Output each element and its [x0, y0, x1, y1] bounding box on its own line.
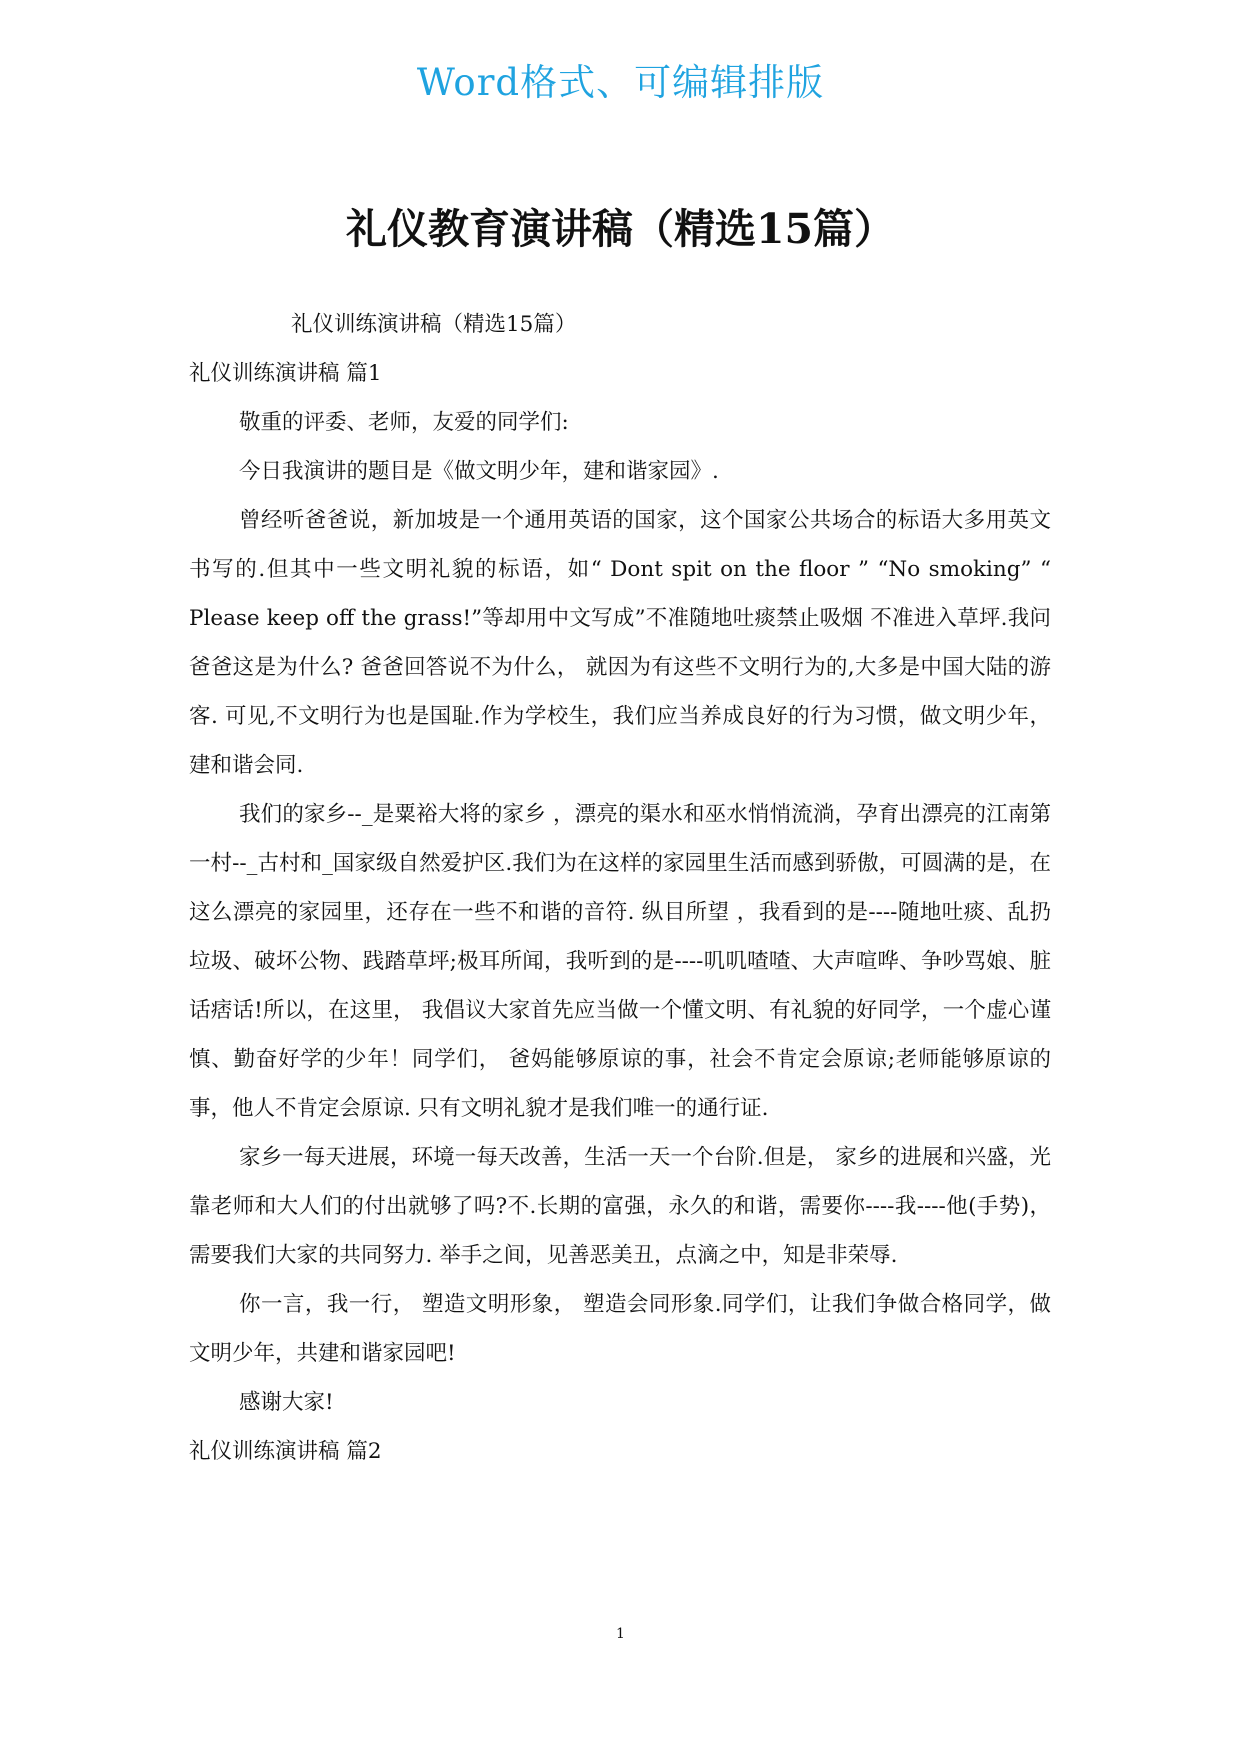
paragraph-thanks: 感谢大家!: [239, 1390, 334, 1415]
paragraph-call-to-action: 你一言，我一行， 塑造文明形象， 塑造会同形象.同学们，让我们争做合格同学，做文明少年，共建和谐家园吧!: [189, 1292, 1051, 1366]
paragraph-development: 家乡一每天进展，环境一每天改善，生活一天一个台阶.但是， 家乡的进展和兴盛，光靠老师和大人们的付出就够了吗?不.长期的富强，永久的和谐，需要你----我----他(手势)，需要我们大家的共同努力. 举手之间，见善恶美丑，点滴之中，知是非荣辱.: [189, 1145, 1051, 1268]
document-title: 礼仪教育演讲稿（精选15篇）: [345, 205, 896, 253]
section-heading-1: 礼仪训练演讲稿 篇1: [189, 361, 382, 386]
document-body: [189, 300, 1051, 1476]
section-heading-2: 礼仪训练演讲稿 篇2: [189, 1439, 382, 1464]
page-number: 1: [616, 1626, 625, 1642]
paragraph-singapore: 曾经听爸爸说，新加坡是一个通用英语的国家，这个国家公共场合的标语大多用英文书写的.但其中一些文明礼貌的标语，如“ Dont spit on the floor ” “No smoking” “ Please keep off the grass!”等却用中文写成”不准随地吐痰禁止吸烟 不准进入草坪.我问爸爸这是为什么? 爸爸回答说不为什么， 就因为有这些不文明行为的,大多是中国大陆的游客. 可见,不文明行为也是国耻.作为学校生，我们应当养成良好的行为习惯，做文明少年， 建和谐会同.: [189, 508, 1051, 778]
paragraph-topic: 今日我演讲的题目是《做文明少年，建和谐家园》.: [239, 459, 719, 484]
document-subtitle: 礼仪训练演讲稿（精选15篇）: [291, 312, 577, 337]
paragraph-hometown: 我们的家乡--_是粟裕大将的家乡 ，漂亮的渠水和巫水悄悄流淌，孕育出漂亮的江南第一村--_古村和_国家级自然爱护区.我们为在这样的家园里生活而感到骄傲，可圆满的是，在这么漂亮的家园里，还存在一些不和谐的音符. 纵目所望 ，我看到的是----随地吐痰、乱扔垃圾、破坏公物、践踏草坪;极耳所闻，我听到的是----叽叽喳喳、大声喧哗、争吵骂娘、脏话痞话!所以，在这里， 我倡议大家首先应当做一个懂文明、有礼貌的好同学，一个虚心谨慎、勤奋好学的少年！同学们， 爸妈能够原谅的事，社会不肯定会原谅;老师能够原谅的事，他人不肯定会原谅. 只有文明礼貌才是我们唯一的通行证.: [189, 802, 1051, 1121]
document-banner: Word格式、可编辑排版: [416, 61, 825, 104]
paragraph-salutation: 敬重的评委、老师，友爱的同学们:: [239, 410, 569, 435]
